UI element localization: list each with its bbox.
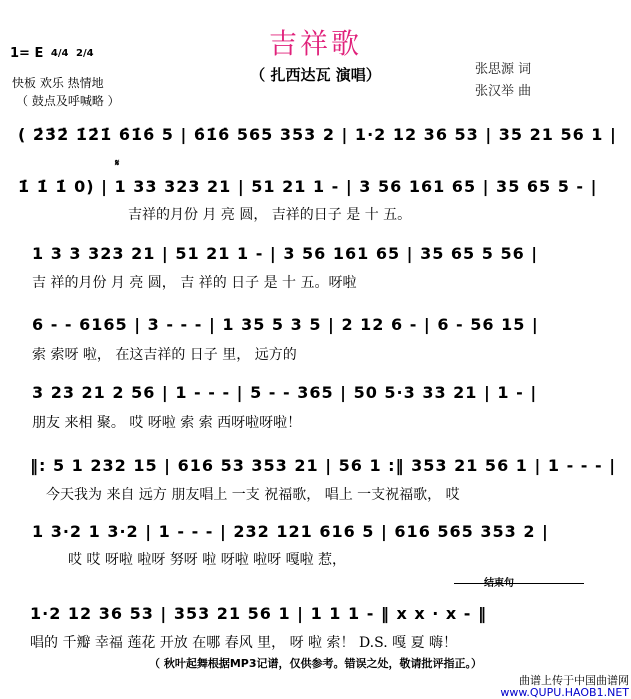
lyric-row-7: 哎 哎 呀啦 啦呀 努呀 啦 呀啦 啦呀 嘎啦 惹， bbox=[68, 552, 347, 568]
segno-sign: 𝄋 bbox=[115, 158, 120, 169]
transcriber-note: （ 秋叶起舞根据MP3记谱，仅供参考。错误之处，敬请批评指正。） bbox=[149, 657, 482, 670]
lyric-row-4: 索 索呀 啦， 在这吉祥的 日子 里， 远方的 bbox=[32, 347, 297, 363]
song-title: 吉祥歌 bbox=[268, 27, 362, 60]
score-row-4: 6 - - 6165 | 3 - - - | 1 35 5 3 5 | 2 12 6 - | 6 - 56 15 | bbox=[32, 315, 539, 334]
lyric-row-8: 唱的 千瓣 幸福 莲花 开放 在哪 春风 里， 呀 啦 索！ D.S. 嘎 夏 嗨！ bbox=[30, 635, 458, 651]
score-row-7: 1 3·2 1 3·2 | 1 - - - | 232 121 616 5 | 616 565 353 2 | bbox=[32, 522, 549, 541]
score-row-8: 1·2 12 36 53 | 353 21 56 1 | 1 1 1 - ‖ x x · x - ‖ bbox=[30, 604, 488, 623]
site-credit: 曲谱上传于中国曲谱网 bbox=[519, 674, 629, 687]
lyric-row-5: 朋友 来相 聚。 哎 呀啦 索 索 西呀啦呀啦！ bbox=[32, 415, 302, 431]
key-label: 1= E bbox=[10, 46, 44, 61]
score-row-1: ( 2̇3̇2̇ 1̇2̇1̇ 6̇1̇6̇ 5 | 6̇1̇6̇ 565 353 2 | 1·2 12 36 53 | 35 21 56 1 | bbox=[18, 125, 617, 144]
coda-bracket bbox=[454, 583, 584, 585]
meter-2-4: 2/4 bbox=[76, 48, 94, 59]
meter-4-4: 4/4 bbox=[50, 48, 69, 59]
composer-credit: 张汉举 曲 bbox=[475, 84, 532, 99]
lyric-row-2: 吉祥的月份 月 亮 圆， 吉祥的日子 是 十 五。 bbox=[128, 207, 412, 223]
score-row-5: 3 23 21 2 56 | 1 - - - | 5 - - 365 | 50 5·3 33 21 | 1 - | bbox=[32, 383, 538, 402]
coda-label: 结束句 bbox=[484, 578, 514, 589]
key-signature bbox=[10, 46, 94, 61]
score-row-2: 1̇ 1̇ 1̇ 0) | 1 33 323 21 | 51 21 1 - | 3 56 161 65 | 35 65 5 - | bbox=[18, 177, 598, 196]
score-row-3: 1 3 3 323 21 | 51 21 1 - | 3 56 161 65 | 35 65 5 56 | bbox=[32, 244, 539, 263]
performer-subtitle: （ 扎西达瓦 演唱） bbox=[250, 66, 381, 84]
tempo-marking: 快板 欢乐 热情地 bbox=[12, 76, 104, 90]
site-url[interactable]: www.QUPU.HAOB1.NET bbox=[500, 686, 629, 699]
score-row-6: ‖: 5 1 232 15 | 616 53 353 21 | 56 1 :‖ 353 21 56 1 | 1 - - - | bbox=[30, 456, 617, 475]
lyric-row-3: 吉 祥的月份 月 亮 圆， 吉 祥的 日子 是 十 五。呀啦 bbox=[32, 275, 357, 291]
drum-note: （ 鼓点及呼喊略 ） bbox=[16, 94, 120, 108]
lyricist-credit: 张思源 词 bbox=[475, 62, 532, 77]
lyric-row-6: 今天我为 来自 远方 朋友唱上 一支 祝福歌， 唱上 一支祝福歌， 哎 bbox=[46, 487, 460, 503]
